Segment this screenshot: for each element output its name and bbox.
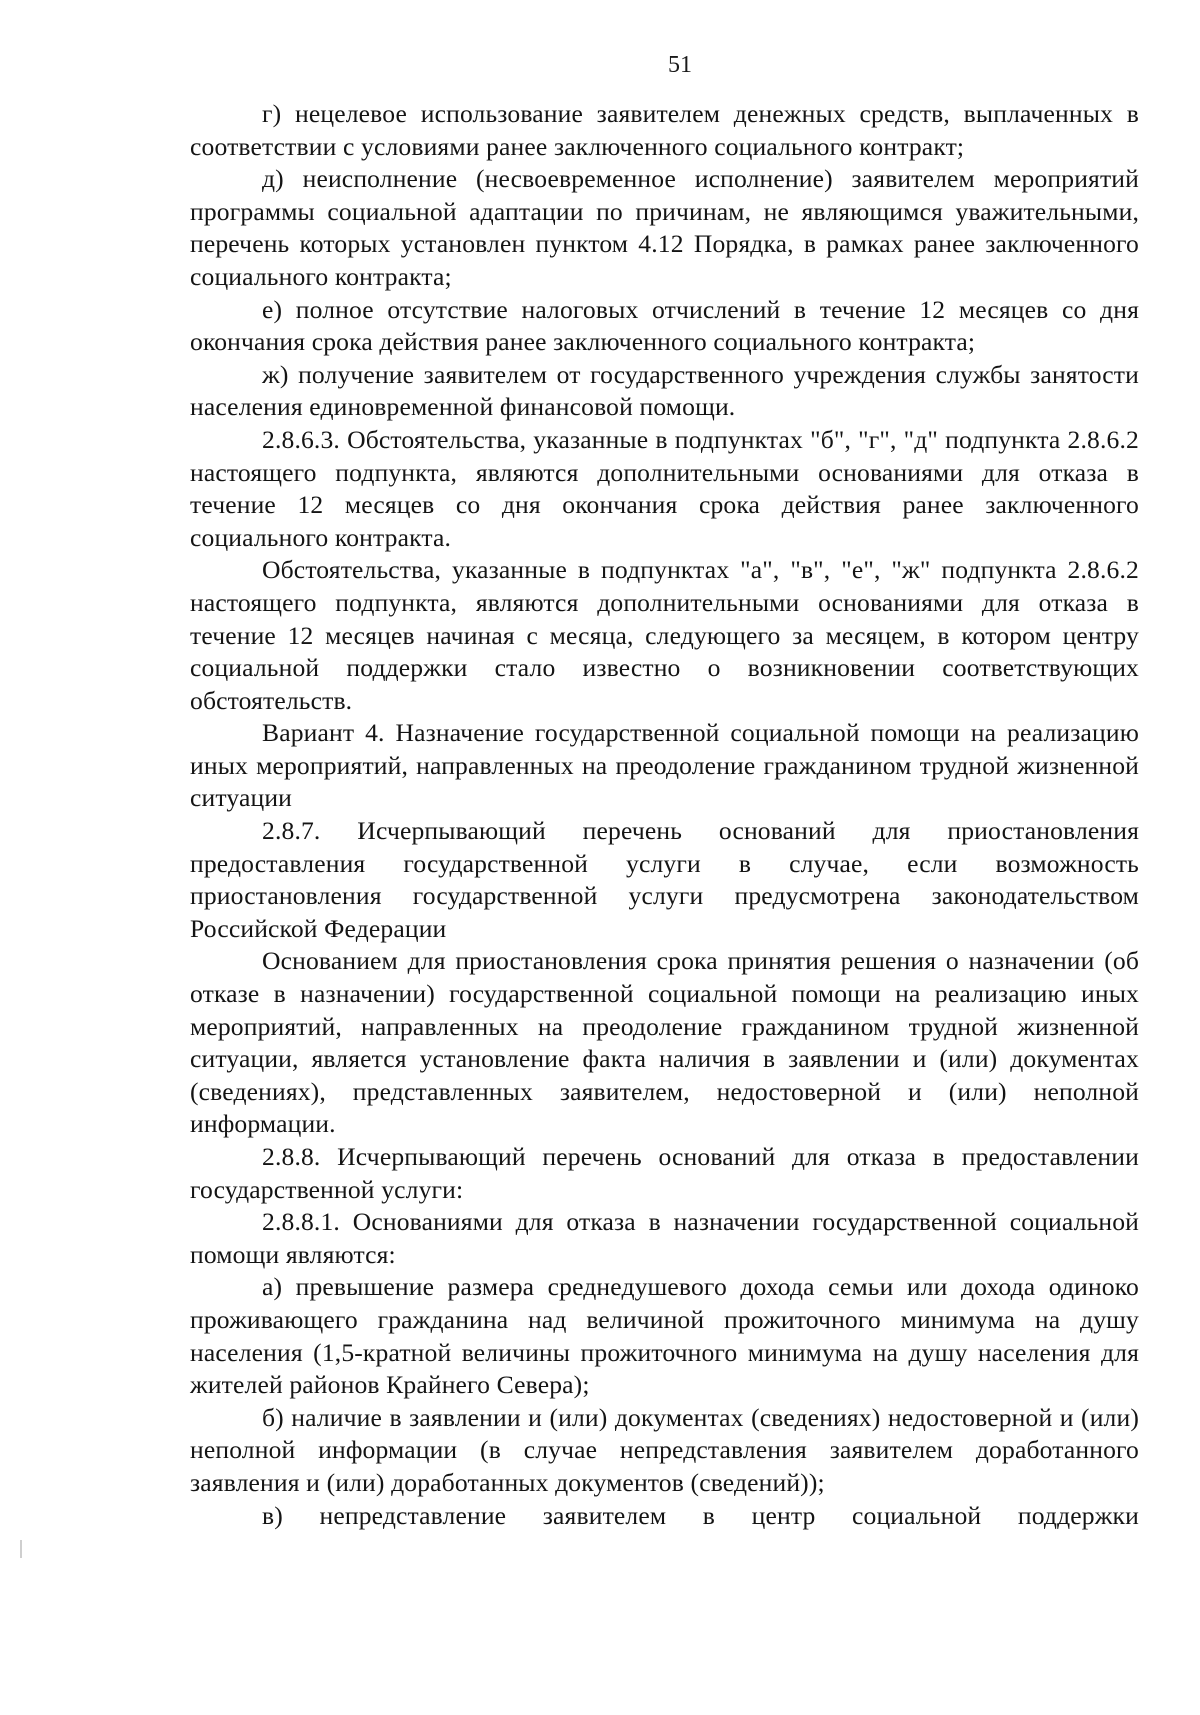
paragraph-item-d: д) неисполнение (несвоевременное исполнение) заявителем мероприятий программы социальной адаптации по причинам, не являющимся уважительными, перечень которых установлен пунктом 4.12 Порядка, в рамках ранее заключенного социального контракта;	[190, 164, 1139, 291]
paragraph-item-zh: ж) получение заявителем от государственного учреждения службы занятости населения единовременной финансовой помощи.	[190, 359, 1139, 422]
paragraph-2-8-8: 2.8.8. Исчерпывающий перечень оснований для отказа в предоставлении государственной услуги:	[190, 1142, 1139, 1204]
paragraph-2-8-6-3: 2.8.6.3. Обстоятельства, указанные в подпунктах "б", "г", "д" подпункта 2.8.6.2 настоящего подпункта, являются дополнительными основаниями для отказа в течение 12 месяцев со дня окончания срока действия ранее заключенного социального контракта.	[190, 424, 1139, 552]
page-number: 51	[668, 52, 692, 78]
paragraph-suspension-basis: Основанием для приостановления срока принятия решения о назначении (об отказе в назначении) государственной социальной помощи на реализацию иных мероприятий, направленных на преодоление гражданином трудной жизненной ситуации, является установление факта наличия в заявлении и (или) документах (сведениях), представленных заявителем, недостоверной и (или) неполной информации.	[190, 946, 1139, 1139]
paragraph-circumstances: Обстоятельства, указанные в подпунктах "а", "в", "е", "ж" подпункта 2.8.6.2 настоящего подпункта, являются дополнительными основаниями для отказа в течение 12 месяцев начиная с месяца, следующего за месяцем, в котором центру социальной поддержки стало известно о возникновении соответствующих обстоятельств.	[190, 555, 1139, 715]
paragraph-item-b: б) наличие в заявлении и (или) документах (сведениях) недостоверной и (или) неполной информации (в случае непредставления заявителем доработанного заявления и (или) доработанных документов (сведений));	[190, 1402, 1139, 1497]
scan-margin-mark	[20, 1540, 22, 1558]
paragraph-variant-4-heading: Вариант 4. Назначение государственной социальной помощи на реализацию иных мероприятий, направленных на преодоление гражданином трудной жизненной ситуации	[190, 718, 1139, 813]
paragraph-2-8-7: 2.8.7. Исчерпывающий перечень оснований для приостановления предоставления государственной услуги в случае, если возможность приостановления государственной услуги предусмотрена законодательством Российской Федерации	[190, 816, 1139, 943]
paragraph-item-g: г) нецелевое использование заявителем денежных средств, выплаченных в соответствии с условиями ранее заключенного социального контракт;	[190, 99, 1139, 161]
paragraph-item-v: в) непредставление заявителем в центр социальной поддержки	[262, 1500, 1139, 1530]
paragraph-item-a: а) превышение размера среднедушевого дохода семьи или дохода одиноко проживающего гражданина над величиной прожиточного минимума на душу населения (1,5-кратной величины прожиточного минимума на душу населения для жителей районов Крайнего Севера);	[190, 1272, 1139, 1400]
paragraph-2-8-8-1: 2.8.8.1. Основаниями для отказа в назначении государственной социальной помощи являются:	[190, 1207, 1139, 1269]
document-body	[190, 98, 1139, 1532]
paragraph-item-e: е) полное отсутствие налоговых отчислений в течение 12 месяцев со дня окончания срока действия ранее заключенного социального контракта;	[190, 294, 1139, 357]
